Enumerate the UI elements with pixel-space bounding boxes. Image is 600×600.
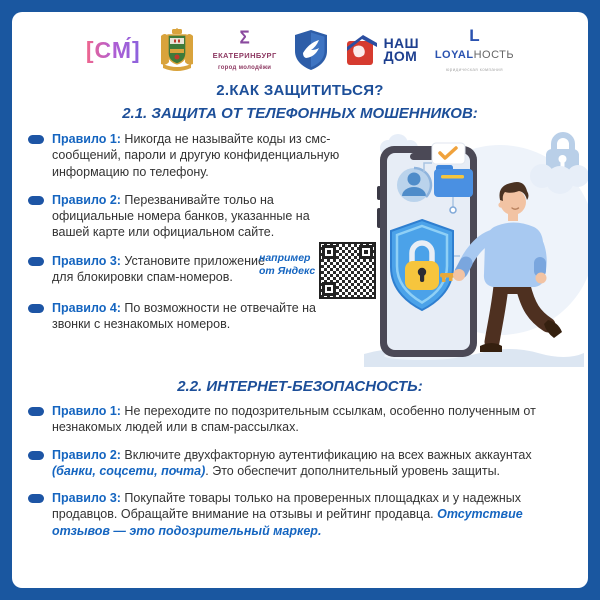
bullet-icon: [28, 257, 44, 266]
bullet-icon: [28, 304, 44, 313]
rule-text: Правило 3: Установите приложение для блокировки спам-номеров.: [52, 253, 265, 284]
main-heading: 2.КАК ЗАЩИТИТЬСЯ?: [216, 82, 384, 99]
bullet-icon: [28, 451, 44, 460]
check-card-icon: [432, 143, 465, 164]
rule-text: Правило 3: Покупайте товары только на проверенных площадках и у надежных продавцов. Обращайте внимание на отзывы и рейтинг продавца. Отсутствие отзывов — это подозрительный маркер.: [52, 491, 523, 538]
rule-label: Правило 1:: [52, 132, 121, 146]
bullet-icon: [28, 135, 44, 144]
qr-finder-icon: [322, 245, 336, 259]
section2-heading: 2.2. ИНТЕРНЕТ-БЕЗОПАСНОСТЬ:: [177, 378, 423, 395]
bullet-icon: [28, 494, 44, 503]
qr-note-line1: например: [259, 252, 311, 264]
rule-label: Правило 3:: [52, 253, 121, 268]
qr-note: [259, 252, 321, 277]
rule-label: Правило 2:: [52, 192, 121, 207]
internet-rules-list: [28, 403, 580, 550]
rule-row: [28, 131, 340, 180]
bullet-icon: [28, 196, 44, 205]
nash-dom-text: [383, 34, 419, 64]
rule-row: [28, 447, 580, 480]
ekb-line1: ЕКАТЕРИНБУРГ: [212, 50, 277, 60]
rule-label: Правило 3:: [52, 491, 121, 505]
user-avatar-icon: [397, 168, 431, 202]
ekaterinburg-city-logo: [212, 26, 277, 71]
loyalnost-logo: [435, 27, 514, 73]
section1-heading: 2.1. ЗАЩИТА ОТ ТЕЛЕФОННЫХ МОШЕННИКОВ:: [122, 105, 478, 122]
rule-text: Правило 1: Не переходите по подозрительным ссылкам, особенно полученным от незнакомых людей или в спам-рассылках.: [52, 404, 536, 435]
logo-row: [12, 24, 588, 76]
shield-bird-icon: [293, 29, 329, 71]
sm-logo-text: [СМ́]: [85, 36, 141, 63]
ekaterinburg-coat-of-arms: [157, 28, 197, 73]
phone-rules-list: [28, 131, 340, 345]
poster-content: [12, 12, 588, 588]
nash-dom-line1: НАШ: [383, 34, 419, 51]
shield-bird-logo: [293, 29, 329, 71]
rule-row: [28, 192, 340, 241]
ekb-m-glyph: Σ: [239, 26, 250, 48]
rule-text: Правило 2: Включите двухфакторную аутентификацию на всех важных аккаунтах (банки, соцсети, почта). Это обеспечит дополнительный уровень защиты.: [52, 447, 532, 478]
qr-note-line2: от Яндекс: [259, 264, 316, 277]
coat-of-arms-icon: [157, 28, 197, 73]
rule-label: Правило 2:: [52, 447, 121, 462]
ekb-line2: город молодёжи: [218, 64, 272, 71]
cloud-padlock-icon: [530, 135, 588, 194]
rule-row: [28, 403, 580, 436]
rule-text: Правило 1: Никогда не называйте коды из смс-сообщений, пароли и другую конфиденциальную информацию по телефону.: [52, 132, 340, 179]
illustration-svg: [360, 128, 588, 371]
bullet-icon: [28, 407, 44, 416]
rule-row: [28, 490, 580, 539]
rule-row: [28, 300, 340, 333]
loyalnost-mark: L: [469, 26, 480, 46]
rule-text: Правило 4: По возможности не отвечайте на звонки с незнакомых номеров.: [52, 301, 317, 332]
rule-label: Правило 4:: [52, 301, 121, 315]
security-illustration: [360, 128, 588, 371]
folder-icon: [434, 165, 473, 197]
nash-dom-icon: [345, 33, 379, 67]
loyalnost-tagline: юридическая компания: [446, 67, 503, 73]
loyalnost-word: LOYALНОСТЬ: [434, 49, 515, 62]
rule-text: Правило 2: Перезванивайте тольо на официальные номера банков, указанные на вашей карте или официальном сайте.: [52, 192, 310, 240]
qr-finder-icon: [322, 282, 336, 296]
rule-label: Правило 1:: [52, 404, 121, 418]
nash-dom-logo: [345, 33, 419, 67]
sm-logo: [86, 37, 141, 64]
nash-dom-line2: ДОМ: [383, 48, 418, 64]
